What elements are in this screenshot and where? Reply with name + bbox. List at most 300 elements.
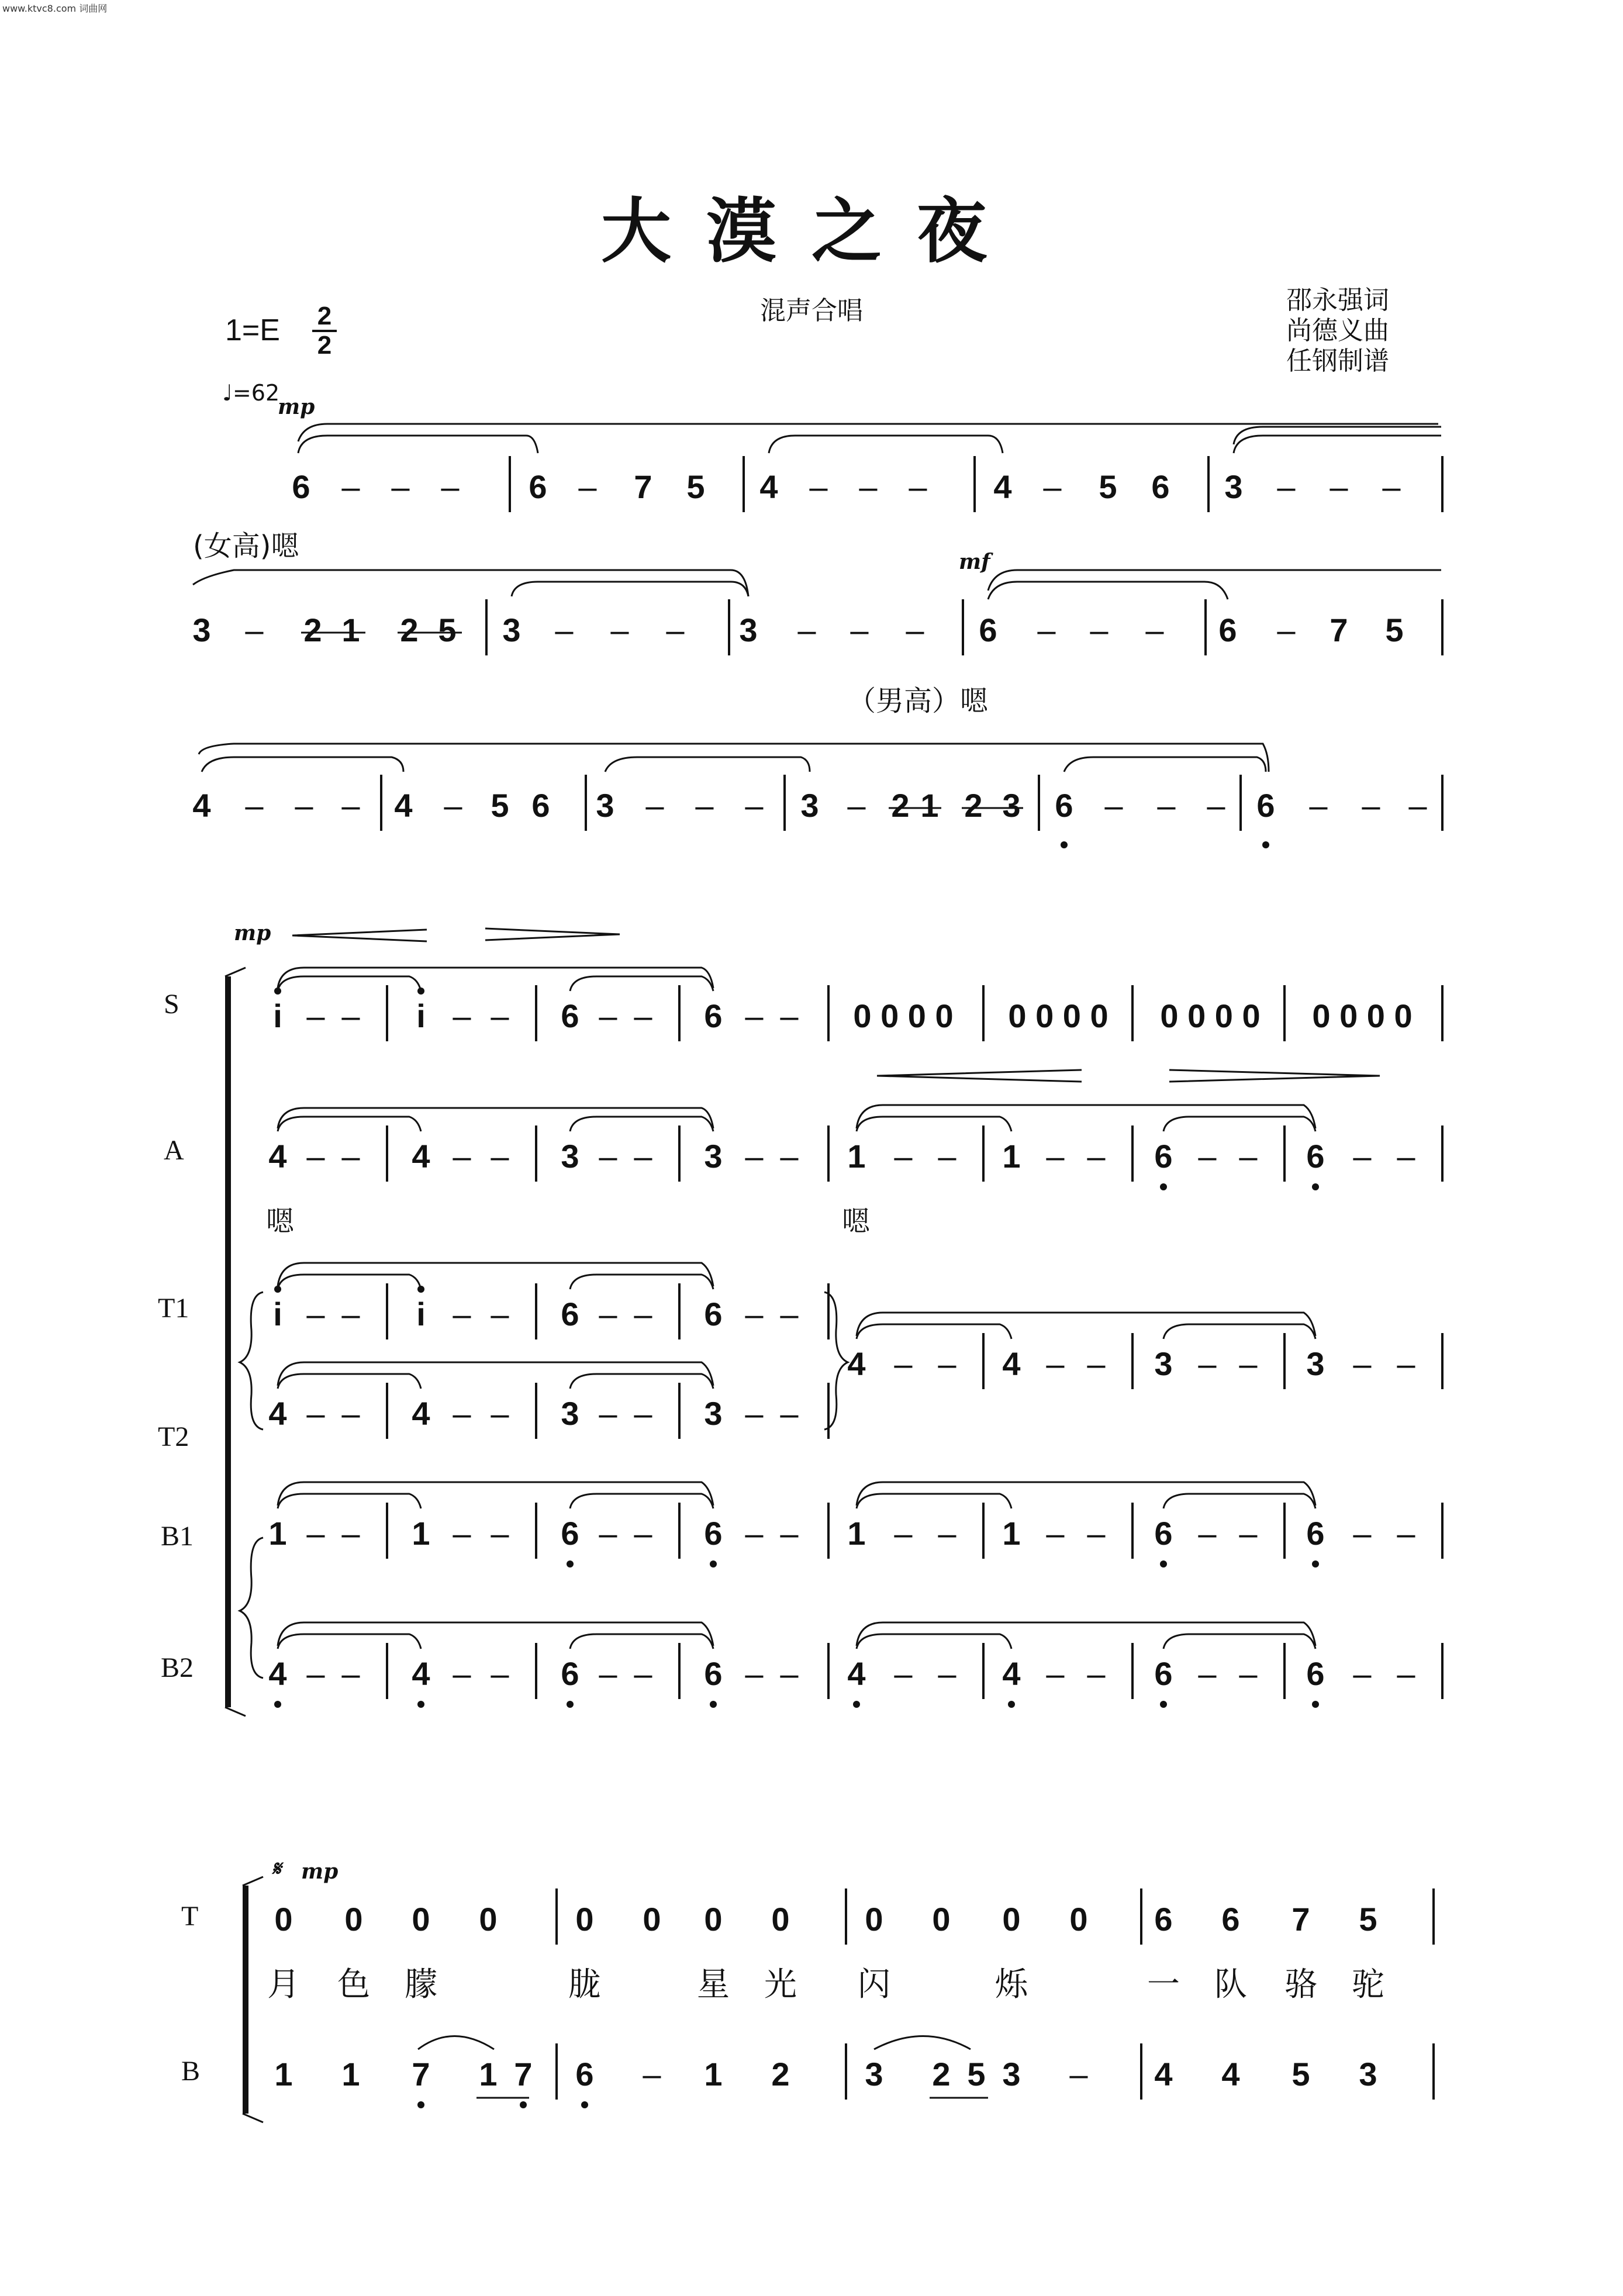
note: 3: [561, 1395, 579, 1432]
bracket-cap: [243, 1877, 263, 1886]
dash: –: [780, 1515, 799, 1552]
dash: –: [491, 1296, 509, 1332]
bracket-cap: [225, 1707, 246, 1716]
dash: –: [578, 468, 597, 505]
dash: –: [391, 468, 410, 505]
note: 6: [704, 997, 723, 1034]
dash: –: [1046, 1138, 1065, 1175]
dash: –: [599, 997, 617, 1034]
note: 3: [502, 612, 521, 648]
dash: –: [1330, 468, 1348, 505]
note: 2: [303, 612, 322, 648]
slur: [988, 582, 1228, 599]
note: 2: [932, 2056, 951, 2093]
dash: –: [1277, 612, 1296, 648]
dash: –: [1198, 1655, 1217, 1692]
dash: –: [491, 997, 509, 1034]
slur: [857, 1324, 1011, 1339]
dash: –: [1408, 787, 1427, 824]
dash: –: [634, 1655, 652, 1692]
dash: –: [938, 1515, 956, 1552]
note: 4: [847, 1655, 866, 1692]
note: 3: [1154, 1345, 1173, 1382]
lyric-char: 月: [267, 1966, 300, 2002]
slur: [202, 757, 403, 772]
note: 0: [1002, 1901, 1021, 1938]
note: 5: [686, 468, 705, 505]
note: 3: [1002, 787, 1021, 824]
note: 6: [1154, 1515, 1173, 1552]
dash: –: [599, 1138, 617, 1175]
note: 6: [531, 787, 550, 824]
note: 0: [344, 1901, 363, 1938]
dash: –: [1198, 1515, 1217, 1552]
dash: –: [1397, 1655, 1415, 1692]
dash: –: [453, 1655, 471, 1692]
dash: –: [1069, 2056, 1088, 2093]
dash: –: [894, 1655, 913, 1692]
dash: –: [780, 997, 799, 1034]
crescendo-hairpin: [877, 1070, 1082, 1082]
note: i: [416, 997, 426, 1034]
dynamic-mp-verse: mp: [301, 1859, 339, 1884]
note: 6: [1306, 1515, 1325, 1552]
dash: –: [780, 1655, 799, 1692]
voice-label-t2: T2: [158, 1421, 189, 1452]
dash: –: [745, 1138, 764, 1175]
note: 6: [1306, 1655, 1325, 1692]
dash: –: [634, 997, 652, 1034]
dash: –: [599, 1515, 617, 1552]
voice-label-b1: B1: [161, 1521, 194, 1552]
note: 6: [292, 468, 310, 505]
dash: –: [1353, 1138, 1372, 1175]
note: 4: [1002, 1345, 1021, 1382]
note: 3: [704, 1138, 723, 1175]
dash: –: [634, 1395, 652, 1432]
dash: –: [645, 787, 664, 824]
dash: –: [1353, 1655, 1372, 1692]
dash: –: [599, 1655, 617, 1692]
dash: –: [555, 612, 574, 648]
dash: –: [295, 787, 313, 824]
dash: –: [745, 1296, 764, 1332]
note: 6: [1055, 787, 1073, 824]
slur: [605, 757, 810, 772]
note: i: [416, 1296, 426, 1332]
dash: –: [1145, 612, 1164, 648]
meter-top: 2: [317, 302, 332, 330]
dash: –: [938, 1138, 956, 1175]
slur: [570, 1634, 713, 1649]
dash: –: [1087, 1138, 1106, 1175]
note: i: [273, 997, 282, 1034]
lyric-char: 队: [1214, 1966, 1247, 2002]
voice-label-s: S: [164, 989, 179, 1020]
dash: –: [745, 787, 764, 824]
slur: [278, 1374, 421, 1389]
dash: –: [491, 1395, 509, 1432]
dash: –: [306, 997, 325, 1034]
dash: –: [1157, 787, 1176, 824]
note: 7: [412, 2056, 430, 2093]
note: 5: [1099, 468, 1117, 505]
dash: –: [1198, 1138, 1217, 1175]
lyric-char: 朦: [405, 1966, 437, 2002]
female-high-label: (女高)嗯: [193, 530, 299, 562]
dash: –: [1207, 787, 1225, 824]
note: 2: [964, 787, 983, 824]
dash: –: [634, 1138, 652, 1175]
dash: –: [780, 1296, 799, 1332]
slur: [1234, 436, 1441, 453]
dash: –: [1362, 787, 1380, 824]
dash: –: [1239, 1345, 1258, 1382]
dash: –: [1353, 1345, 1372, 1382]
slur: [1163, 1494, 1315, 1508]
note: 3: [1002, 2056, 1021, 2093]
voice-label-a: A: [164, 1135, 184, 1166]
note: 6: [1256, 787, 1275, 824]
rest-bar: 0 0 0 0: [1160, 997, 1261, 1034]
note: 0: [643, 1901, 661, 1938]
dash: –: [441, 468, 460, 505]
note: 6: [561, 1515, 579, 1552]
slur: [1163, 1634, 1315, 1649]
dash: –: [1397, 1515, 1415, 1552]
voice-label-b2: B2: [161, 1652, 194, 1683]
dash: –: [745, 997, 764, 1034]
note: 3: [739, 612, 758, 648]
dash: –: [745, 1395, 764, 1432]
slur: [278, 1275, 421, 1289]
note: 4: [847, 1345, 866, 1382]
note: 5: [1359, 1901, 1377, 1938]
note: 7: [514, 2056, 533, 2093]
slur: [570, 1117, 713, 1131]
note: 1: [704, 2056, 723, 2093]
meter-bottom: 2: [317, 331, 332, 360]
dash: –: [306, 1515, 325, 1552]
dash: –: [1382, 468, 1401, 505]
engraver-credit: 任钢制谱: [1286, 346, 1389, 376]
bracket-cap: [225, 968, 246, 976]
decrescendo-hairpin: [1169, 1070, 1380, 1082]
score-title: 大漠之夜: [601, 190, 1022, 272]
note: 6: [1218, 612, 1237, 648]
dash: –: [850, 612, 869, 648]
note: 3: [800, 787, 819, 824]
note: 7: [1292, 1901, 1310, 1938]
dynamic-mf: mf: [959, 550, 990, 574]
note: 3: [1224, 468, 1243, 505]
dash: –: [695, 787, 714, 824]
lyric-char: 骆: [1284, 1966, 1317, 2002]
note: 3: [704, 1395, 723, 1432]
slur: [1163, 1324, 1315, 1339]
note: 5: [1385, 612, 1404, 648]
slur: [570, 1275, 713, 1289]
slur: [278, 976, 421, 991]
slur: [278, 1117, 421, 1131]
dash: –: [1046, 1515, 1065, 1552]
note: 5: [1292, 2056, 1310, 2093]
note: 3: [596, 787, 614, 824]
note: 6: [529, 468, 547, 505]
dash: –: [1090, 612, 1109, 648]
note: 1: [268, 1515, 287, 1552]
rest-bar: 0 0 0 0: [1008, 997, 1109, 1034]
dash: –: [1046, 1655, 1065, 1692]
dash: –: [1104, 787, 1123, 824]
site-watermark: www.ktvc8.com 词曲网: [2, 3, 108, 14]
dash: –: [634, 1296, 652, 1332]
dash: –: [341, 468, 360, 505]
slur: [278, 1108, 713, 1128]
slur: [418, 2036, 494, 2050]
dash: –: [1087, 1515, 1106, 1552]
dash: –: [599, 1395, 617, 1432]
note: 1: [341, 612, 360, 648]
note: 6: [704, 1515, 723, 1552]
note: 6: [979, 612, 997, 648]
slur: [1064, 757, 1266, 772]
note: 0: [274, 1901, 293, 1938]
tenor-brace-right: [824, 1292, 848, 1430]
note: 4: [394, 787, 413, 824]
dash: –: [1397, 1345, 1415, 1382]
dash: –: [745, 1515, 764, 1552]
dash: –: [666, 612, 685, 648]
slur: [298, 436, 538, 453]
slur: [278, 1494, 421, 1508]
note: 0: [704, 1901, 723, 1938]
note: 1: [274, 2056, 293, 2093]
note: 0: [932, 1901, 951, 1938]
hum-lyric-1: 嗯: [266, 1205, 295, 1238]
dash: –: [306, 1138, 325, 1175]
note: 3: [865, 2056, 883, 2093]
composer-credit: 尚德义曲: [1286, 316, 1389, 346]
dash: –: [341, 1655, 360, 1692]
note: 6: [1221, 1901, 1240, 1938]
note: 4: [412, 1655, 430, 1692]
dash: –: [1309, 787, 1328, 824]
dash: –: [453, 1395, 471, 1432]
dash: –: [909, 468, 927, 505]
dash: –: [1198, 1345, 1217, 1382]
note: 4: [268, 1395, 287, 1432]
lyric-char: 驼: [1352, 1966, 1384, 2002]
tempo-mark: ♩=62: [222, 380, 280, 406]
lyric-char: 一: [1147, 1966, 1180, 2002]
lyricist-credit: 邵永强词: [1286, 285, 1389, 315]
note: 1: [847, 1138, 866, 1175]
note: 1: [412, 1515, 430, 1552]
dash: –: [491, 1655, 509, 1692]
hum-lyric-2: 嗯: [842, 1205, 871, 1238]
slur: [570, 976, 713, 991]
note: 4: [759, 468, 778, 505]
octave-dots: [274, 841, 1319, 2108]
rest-bar: 0 0 0 0: [853, 997, 954, 1034]
voice-label-t: T: [181, 1901, 199, 1932]
slur: [857, 1117, 1011, 1131]
note: 6: [704, 1296, 723, 1332]
dash: –: [1397, 1138, 1415, 1175]
dash: –: [1239, 1515, 1258, 1552]
note: 4: [1221, 2056, 1240, 2093]
dash: –: [894, 1345, 913, 1382]
rest-bar: 0 0 0 0: [1312, 997, 1413, 1034]
note: 6: [561, 1655, 579, 1692]
note: 6: [575, 2056, 594, 2093]
note: 4: [192, 787, 211, 824]
note: 7: [1330, 612, 1348, 648]
slur: [278, 968, 713, 988]
note: 4: [993, 468, 1012, 505]
lyric-char: 烁: [995, 1966, 1028, 2002]
dash: –: [1087, 1345, 1106, 1382]
lyric-char: 星: [697, 1966, 730, 2002]
bass-brace: [240, 1538, 263, 1678]
dash: –: [938, 1655, 956, 1692]
dash: –: [797, 612, 816, 648]
note: 4: [1002, 1655, 1021, 1692]
note: 5: [438, 612, 457, 648]
slur: [769, 436, 1003, 453]
note: 2: [891, 787, 910, 824]
segno-sign: 𝄋: [272, 1856, 281, 1881]
dash: –: [341, 1395, 360, 1432]
key-signature: 1=E: [225, 313, 280, 347]
note: 0: [865, 1901, 883, 1938]
note: 7: [634, 468, 652, 505]
dash: –: [306, 1296, 325, 1332]
slur: [988, 570, 1441, 591]
dash: –: [1087, 1655, 1106, 1692]
note: 0: [771, 1901, 790, 1938]
dash: –: [306, 1395, 325, 1432]
dash: –: [341, 997, 360, 1034]
dynamic-mp-intro: mp: [278, 395, 315, 419]
dash: –: [491, 1515, 509, 1552]
dash: –: [491, 1138, 509, 1175]
note: 4: [268, 1655, 287, 1692]
decrescendo-hairpin: [485, 928, 620, 940]
dash: –: [341, 787, 360, 824]
dash: –: [1043, 468, 1062, 505]
dash: –: [245, 612, 264, 648]
note: 1: [1002, 1515, 1021, 1552]
lyric-char: 闪: [858, 1966, 890, 2002]
note: 1: [847, 1515, 866, 1552]
note: 3: [1359, 2056, 1377, 2093]
lyric-char: 色: [337, 1966, 370, 2002]
dynamic-mp-choir: mp: [234, 921, 271, 945]
dash: –: [1037, 612, 1056, 648]
lyric-char: 胧: [568, 1966, 601, 2002]
dash: –: [245, 787, 264, 824]
dash: –: [859, 468, 878, 505]
note: 2: [771, 2056, 790, 2093]
slur: [857, 1634, 1011, 1649]
note: 0: [479, 1901, 498, 1938]
note: 6: [561, 997, 579, 1034]
bracket-cap: [243, 2114, 263, 2122]
dash: –: [938, 1345, 956, 1382]
dash: –: [444, 787, 462, 824]
dash: –: [610, 612, 629, 648]
voice-label-t1: T1: [158, 1293, 189, 1324]
slur: [857, 1494, 1011, 1508]
note: 5: [967, 2056, 986, 2093]
dash: –: [809, 468, 828, 505]
dash: –: [453, 1138, 471, 1175]
note: 0: [575, 1901, 594, 1938]
dash: –: [894, 1138, 913, 1175]
note: 6: [561, 1296, 579, 1332]
dash: –: [341, 1515, 360, 1552]
note: 6: [1154, 1138, 1173, 1175]
note: 4: [412, 1138, 430, 1175]
note: 1: [341, 2056, 360, 2093]
voice-label-b: B: [181, 2056, 201, 2087]
lyric-char: 光: [764, 1966, 797, 2002]
slur: [874, 2036, 971, 2050]
dash: –: [643, 2056, 661, 2093]
dash: –: [1239, 1655, 1258, 1692]
slur: [193, 570, 748, 596]
dash: –: [453, 997, 471, 1034]
note: 4: [412, 1395, 430, 1432]
crescendo-hairpin: [292, 930, 427, 941]
dash: –: [453, 1296, 471, 1332]
dash: –: [1277, 468, 1296, 505]
note: 5: [491, 787, 509, 824]
note: 1: [479, 2056, 498, 2093]
note: 6: [1154, 1901, 1173, 1938]
dash: –: [745, 1655, 764, 1692]
dash: –: [341, 1138, 360, 1175]
note: 3: [561, 1138, 579, 1175]
note: 3: [192, 612, 211, 648]
dash: –: [1353, 1515, 1372, 1552]
dash: –: [780, 1395, 799, 1432]
note: i: [273, 1296, 282, 1332]
dash: –: [894, 1515, 913, 1552]
note: 0: [1069, 1901, 1088, 1938]
note: 0: [412, 1901, 430, 1938]
dash: –: [453, 1515, 471, 1552]
dash: –: [1239, 1138, 1258, 1175]
slur: [570, 1494, 713, 1508]
note: 4: [268, 1138, 287, 1175]
male-high-label: （男高）嗯: [848, 685, 989, 717]
dash: –: [780, 1138, 799, 1175]
note: 6: [1306, 1138, 1325, 1175]
dash: –: [906, 612, 924, 648]
note: 6: [704, 1655, 723, 1692]
score-subtitle: 混声合唱: [760, 296, 863, 326]
slur: [512, 582, 748, 596]
dash: –: [847, 787, 866, 824]
dash: –: [1046, 1345, 1065, 1382]
note: 6: [1154, 1655, 1173, 1692]
slur: [1163, 1117, 1315, 1131]
dash: –: [634, 1515, 652, 1552]
note: 1: [920, 787, 939, 824]
